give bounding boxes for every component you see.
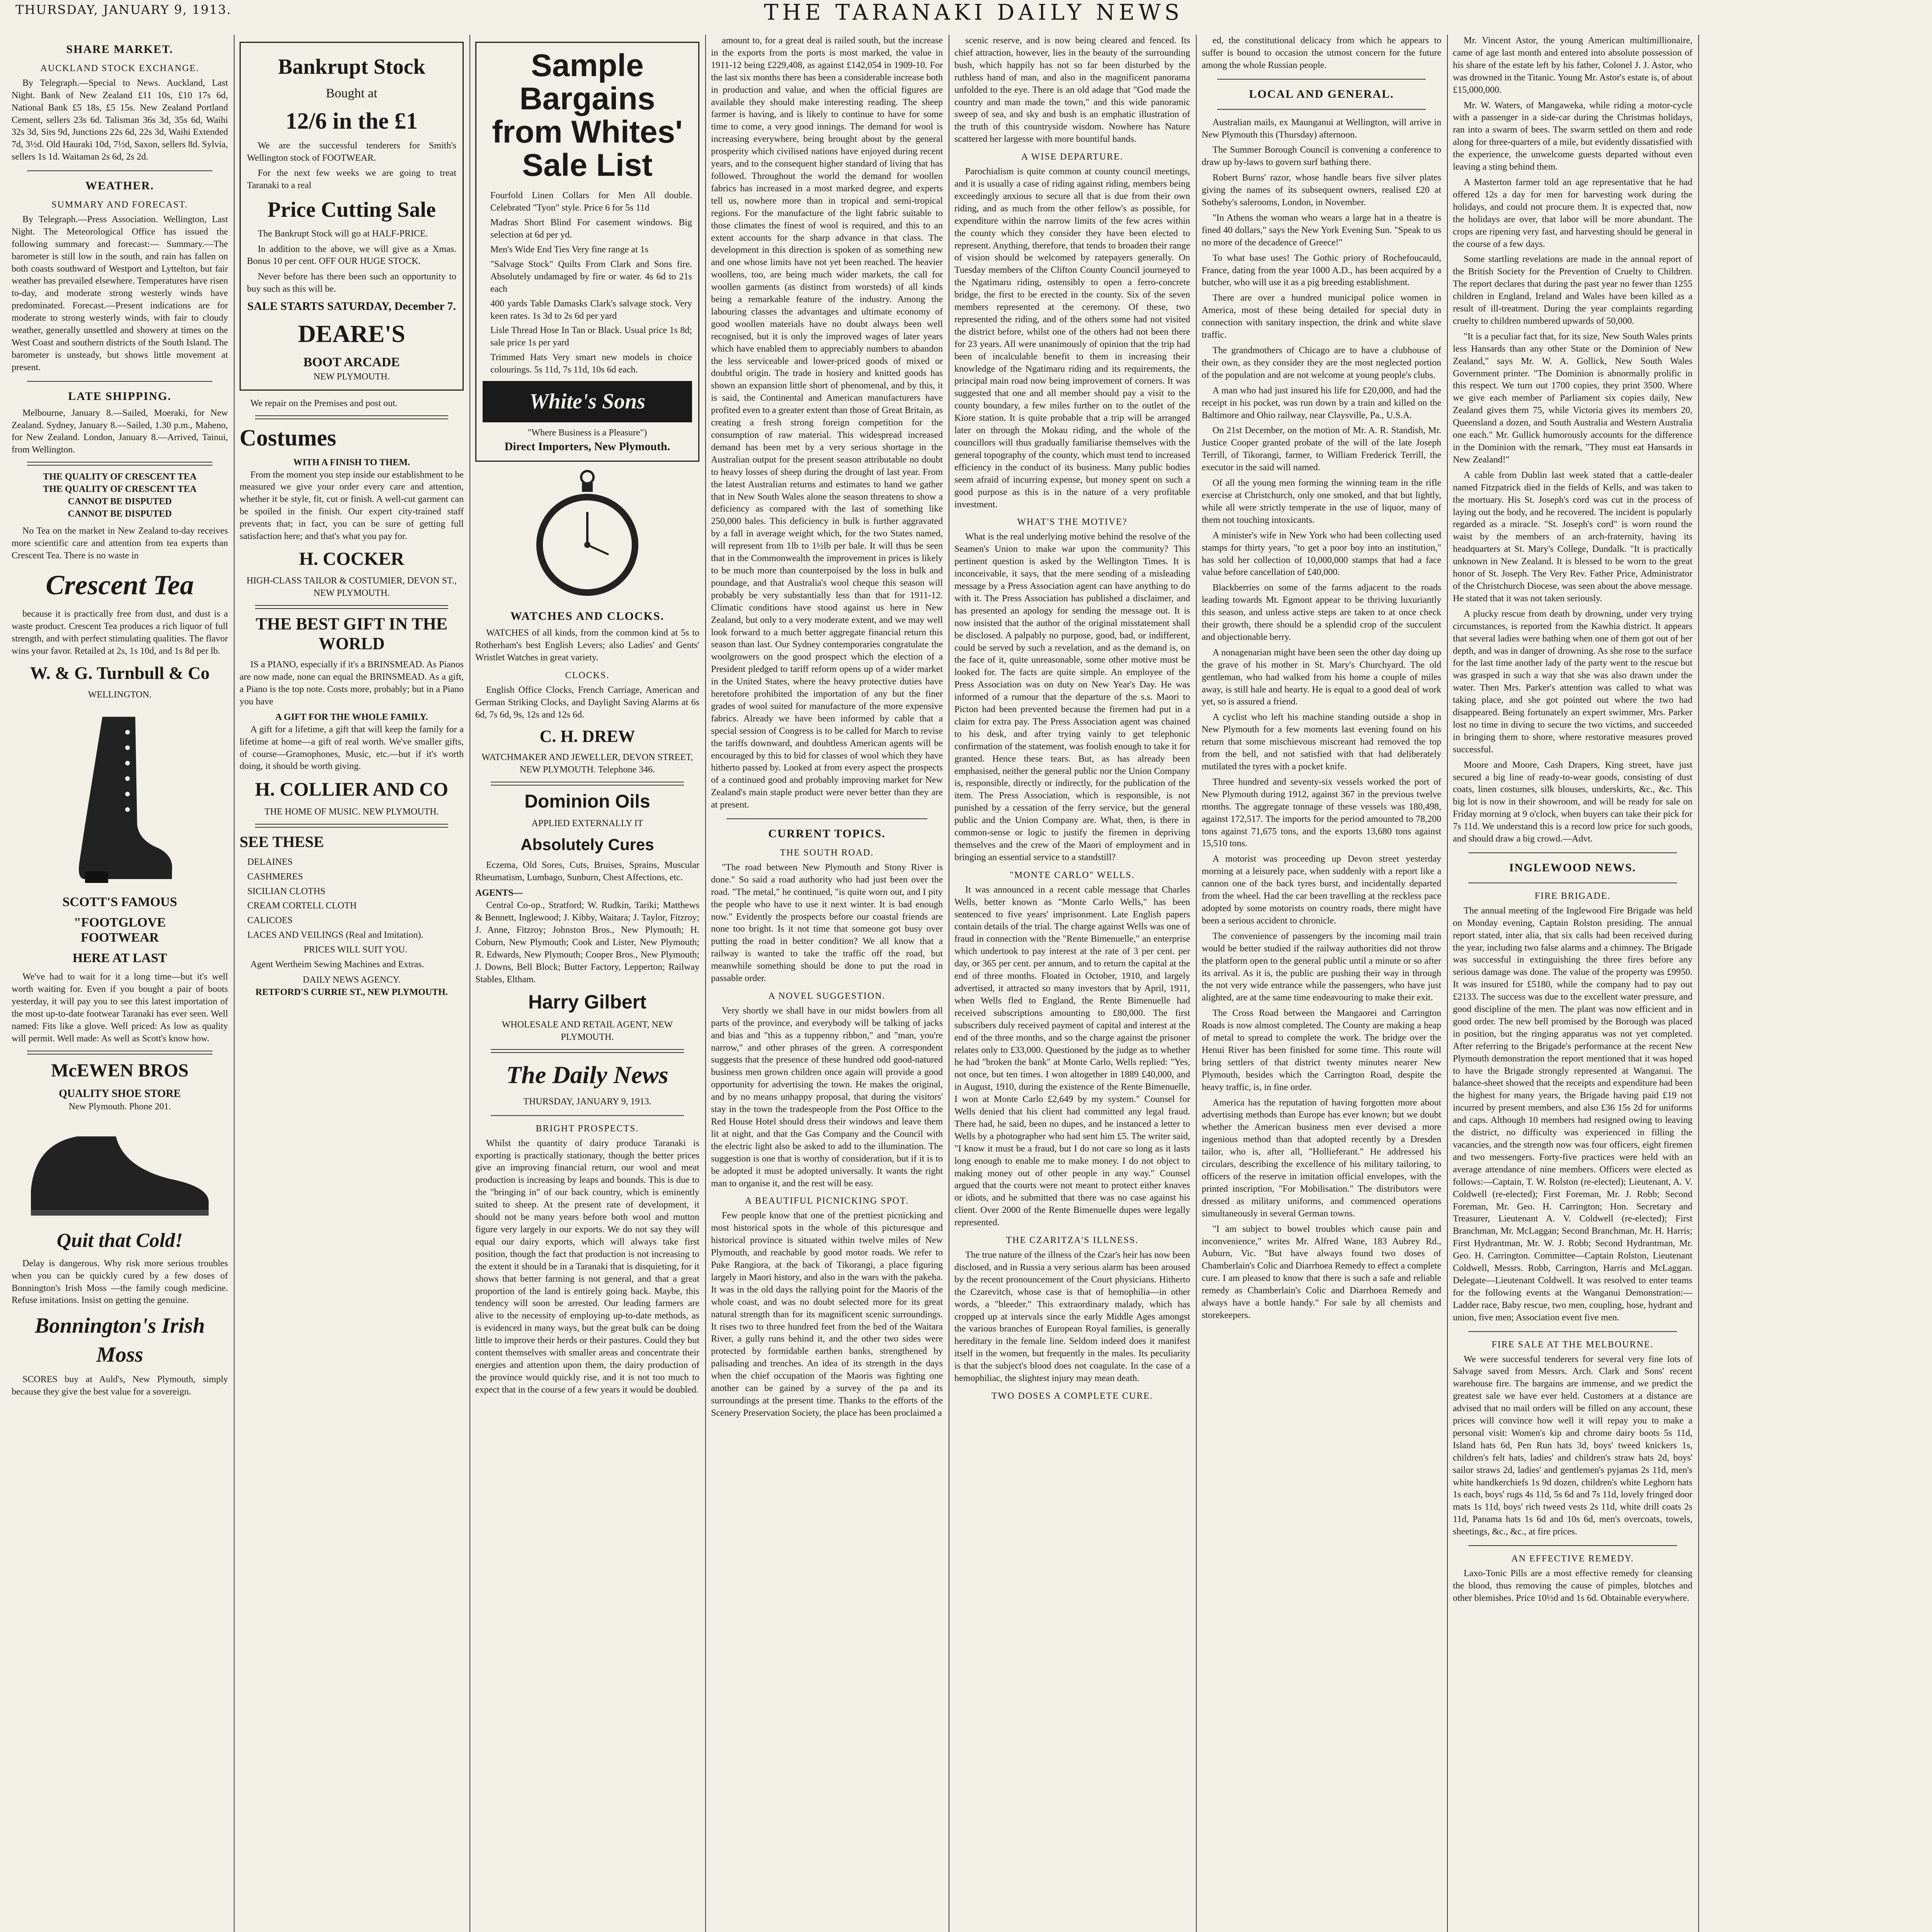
shipping-heading: LATE SHIPPING. (68, 389, 172, 403)
clocks-text: English Office Clocks, French Carriage, American and German Striking Clocks, and Daylight Saving Alarms at 6s 6d, 7s 6d, 9s, 12s and 12s 6d. (475, 685, 699, 720)
picnic-heading: A BEAUTIFUL PICNICKING SPOT. (745, 1196, 909, 1206)
south-road-text: "The road between New Plymouth and Stony River is done." So said a road authority who had just been over the road. "The metal," he continued, "is quite worn out, and I pity the people who have to use it next winter. It is bad enough now." Evidently the prospects before our coastal friends are none too bright. Is it not time that someone got busy over putting the road in better condition? We all know that a railway is wanted to take the traffic off the road, but meanwhile something should be done to put the road in passable order. (711, 862, 943, 984)
local-paragraph: A cyclist who left his machine standing outside a shop in New Plymouth for a few moments last evening found on his return that some mischievous miscreant had removed the top from the bell, and not satisfied with that had deliberately mutilated the tyres with a pocket knife. (1202, 712, 1441, 772)
pocket-watch-icon (533, 469, 641, 601)
crescent-text: No Tea on the market in New Zealand to-day receives more scientific care and attention from tea experts than Crescent Tea. There is no waste in (12, 526, 228, 561)
novel-suggestion-text: Very shortly we shall have in our midst bowlers from all parts of the province, and everybody will be talking of jacks and bias and "this as a tuppenny ribbon," and "man, you're narrow," and other phrases of the green. A correspondent suggests that the presence of these hundred odd good-natured business men grown children once again will provide a good opportunity for advertising the town. He makes the original, and by no means unhappy proposal, that during the visitors' stay in the town the tradespeople from the Post Office to the Red House Hotel should dress their windows and leave them lit at night, and that the Gas Company and the Council with the electric light also be asked to add to the illumination. The suggestion is one that is worthy of consideration, but if it is to be adopted it must be adopted universally. It wants the right man to organise it, and the rest will be easy. (711, 1005, 943, 1189)
cocker-name: H. COCKER (299, 549, 404, 570)
divider (255, 605, 448, 609)
local-paragraph: Moore and Moore, Cash Drapers, King street, have just secured a big line of ready-to-wear goods, consisting of dust coats, linen costumes, silk blouses, underskirts, &c., &c. This big lot is now in their showroom, and will be ready for sale on Friday morning at 9 o'clock, when buyers can take their pick for 7s 11d. We understand this is a record low price for such goods, and should draw a big crowd.—Advt. (1453, 760, 1692, 844)
local-paragraph: "I am subject to bowel troubles which cause pain and inconvenience," writes Mr. Alfred Wane, 183 Aubrey Rd., Auburn, Vic. "But have always found two doses of Chamberlain's Colic and Diarrhoea Remedy to effect a complete cure. I am pleased to know that there is such a safe and reliable remedy as Chamberlain's Colic and Diarrhoea Remedy and always have a bottle handy." For sale by all chemists and storekeepers. (1202, 1224, 1441, 1320)
wise-departure-heading: A WISE DEPARTURE. (1021, 152, 1123, 162)
scott-text: We've had to wait for it a long time—but it's well worth waiting for. Even if you bought a pair of boots yesterday, it will pay you to see this latest importation of the most up-to-date footwear Taranaki has ever seen. Well named: Fits like a glove. Well priced: As low as quality will permit. Well made: As well as Scott's know how. (12, 972, 228, 1044)
retford-name: RETFORD'S CURRIE ST., NEW PLYMOUTH. (255, 987, 448, 997)
column-2 (240, 35, 464, 1932)
weather-subheading: SUMMARY AND FORECAST. (51, 200, 188, 210)
divider (1468, 852, 1677, 853)
quit-cold-heading: Quit that Cold! (56, 1229, 183, 1252)
scott-heading: SCOTT'S FAMOUS (62, 895, 177, 909)
local-paragraph: Robert Burns' razor, whose handle bears five silver plates giving the names of its subsequent owners, realised £20 at Sotheby's salerooms, London, in November. (1202, 173, 1441, 208)
watches-heading: WATCHES AND CLOCKS. (510, 610, 665, 623)
local-paragraph: The convenience of passengers by the incoming mail train would be better studied if the railway authorities did not throw the platform open to the general public until a minute or so after its arrival. As it is, the public are pushing their way in through the not very wide entrance while the passengers, who have just alighted, are at the same time endeavouring to make their exit. (1202, 931, 1441, 1003)
bargain-item: 400 yards Table Damasks Clark's salvage stock. Very keen rates. 1s 3d to 2s 6d per yard (490, 298, 692, 321)
motive-heading: WHAT'S THE MOTIVE? (1017, 517, 1128, 527)
crescent-text-2: because it is practically free from dust, and dust is a waste product. Crescent Tea produces a rich liquor of full strength, and with perfect stimulating qualities. The flavor wins your favor. Retailed at 2s, 1s 10d, and 1s 8d per lb. (12, 609, 228, 656)
divider (491, 1049, 684, 1053)
local-paragraph: Of all the young men forming the winning team in the rifle exercise at Christchurch, only one smoked, and that but lightly, while all were strictly temperate in the use of liquor, many of them not touching intoxicants. (1202, 478, 1441, 525)
price-ratio: 12/6 in the £1 (286, 108, 418, 134)
local-paragraph: The Cross Road between the Mangaorei and Carrington Roads is now almost completed. The County are making a heap of metal to spread to complete the work. The bridge over the Henui River has been finished for some time. This route will bring settlers of that district twenty minutes nearer New Plymouth, besides which the Carrington Road, despite the heavy traffic, is, in fine order. (1202, 1008, 1441, 1092)
picnic-text: Few people know that one of the prettiest picnicking and most historical spots in the whole of this picturesque and historical province is situated within twelve miles of New Plymouth, and reachable by good motor roads. We refer to Puke Rangiora, at the back of Tikorangi, a place figuring largely in Maori history, and also in the wars with the pakeha. It was in the old days the rallying point for the Maoris of the whole coast, and was no doubt selected more for its great natural strength than for its magnificent scenic surroundings. It rises two to three hundred feet from the bed of the Waitara River, a gully runs behind it, and the other two sides were protected by formidable earthen banks, strengthened by palisading and trenches. An idea of its strength in the days when the chief occupation of the Maoris was fighting one another can be gained by a survey of the pa and its surroundings at the present time. Thanks to the efforts of the Scenery Preservation Society, the place has been proclaimed a (711, 1211, 943, 1418)
bankrupt-text-2: For the next few weeks we are going to treat Taranaki to a real (247, 168, 456, 191)
collier-name: H. COLLIER AND CO (255, 778, 449, 800)
monte-carlo-text: It was announced in a recent cable message that Charles Wells, better known as "Monte Carlo Wells," has been sentenced to five years' imprisonment. Late English papers contain details of the trial. The charge against Wells was one of fraud in connection with the "Rente Bimenuelle," an enterprise which undertook to pay interest at the rate of 3 per cent. per day, or 365 per cent. per annum, and to return the capital at the end of three months. Floated in October, 1910, and largely advertised, it attracted so many investors that by April, 1911, when Wells fled to England, the Rente Bimenuelle had received subscriptions amounting to £80,000. The first subscribers duly received payment of capital and interest at the end of the three months, and so the charge against the prisoner relates only to £33,000. Questioned by the judge as to whether he had "broken the bank" at Monte Carlo, Wells replied: "Yes, not once, but ten times. I won altogether in 1889 £40,000, and in August, 1910, during the existence of the Rente Bimenuelle, I won at Monte Carlo £2,649 by my system." Counsel for Wells denied that his client had committed any legal fraud. There had, he said, been no dupes, and he instanced a letter to Wells by a photographer who had sent him £5. The writer said, "I know it must be a fraud, but I do not care so long as it lasts long enough to enable me to make money. I do not object to making money out of other people in any way." Counsel argued that the courts were not meant to protect either knaves or idiots, and he submitted that there was no case against his client. Over 2000 of the Rente Bimenuelle dupes were legally represented. (954, 884, 1190, 1228)
editorial-continued: amount to, for a great deal is railed south, but the increase in the exports from the ports is most marked, the value in 1911-12 being £229,408, as against £142,054 in 1909-10. For the last six months there has been a considerable increase both in production and value, and when the official figures are available they should make interesting reading. The sheep farmer is having, and is likely to continue to have for some time to come, a very good innings. The demand for wool is increasing everywhere, being brought about by the general prosperity which civilised nations have enjoyed during recent years, and to the consequent higher standard of living that has followed. Throughout the world the demand for woollen fabrics has increased in a most marked degree, and experts tell us, nowhere more than in tropical and semi-tropical regions. For the manufacture of the light fabric suitable to those climates the finest of wool is required, and this to an extent accounts for the sharp advance in that class. The development in this direction is spoken of as something new and one whose limits have not yet been reached. The heavier woollens, too, are being much wider markets, the call for woollen garments (as distinct from worsteds) of all kinds being a remarkable feature of the industry. Among the labouring classes the advantages and ultimate economy of good woollen materials have no doubt always been well recognised, but it is only the improved wages of later years which have enabled them to appreciably numbers to abandon the less serviceable and lower-priced goods of mixed or doubtful origin. The trade in hosiery and knitted goods has shown an expansion little short of phenomenal, and by this, it is said, the Continental and American manufacturers have profited even to a greater extent than those of Great Britain, as creating a fresh strong foreign competition for the consumption of raw material. This widespread increased demand has been met by a very serious shortage in the Australian output for the present season attributable no doubt to heavy losses of sheep during the drought of last year. From the latest Australian returns and estimates to hand we gather that in New South Wales alone the season threatens to show a deficiency as compared with the last of something like 250,000 bales. This deficiency in bulk is further aggravated by a fall in average weight which, for the two States named, will represent from 1lb to 1½lb per bale. It will thus be seen that in the Commonwealth the improvement in prices is likely to be much more than counterpoised by the loss in bulk and poundage, and that Australia's wool cheque this season will probably be very substantially less than that for 1911-12. Climatic conditions have stood against us here in New Zealand, but only to a very moderate extent, and we may well look forward to a much better aggregate financial return this season than last. Our Sydney contemporaries congratulate the woolgrowers on the good prospect which the election of a President pledged to tariff reform opens up of a wider market in the United States, where the heavy protective duties have heretofore prohibited the importation of any but the finer grades of wool suited for manufacture of the more expensive fabrics. Already we have been informed by cable that a special session of Congress is to be called for March to revise the tariffs downward, and doubtless American agents will be encouraged by this to bid for classes of wool which they have hitherto passed by. Looked at from every aspect the prospects of a continued good and probably improving market for New Zealand's main staple product were never better than they are at present. (711, 36, 943, 810)
bargain-item: Trimmed Hats Very smart new models in choice colourings. 5s 11d, 7s 11d, 10s 6d each. (490, 352, 692, 375)
cures-heading: Absolutely Cures (520, 835, 654, 854)
fire-sale-heading: FIRE SALE AT THE MELBOURNE. (1492, 1339, 1654, 1350)
divider (1468, 1545, 1677, 1546)
bankrupt-text-4: In addition to the above, we will give as a Xmas. Bonus 10 per cent. OFF OUR HUGE STOCK. (247, 244, 456, 267)
picnic-continued: scenic reserve, and is now being cleared and fenced. Its chief attraction, however, lies in the beauty of the surrounding bush, which happily has not so far been disturbed by the ruthless hand of man, and also in the magnificent panorama unfolded to the eye. There is an old adage that "God made the country and man made the town," and this wide panoramic sweep of sea, and sky and bush is an emphatic illustration of the truth of this countryside wisdom. Nowhere has Nature scattered her largesse with more bountiful hands. (954, 36, 1190, 145)
share-market-text: By Telegraph.—Special to News. Auckland, Last Night. Bank of New Zealand £11 10s, £10 17s 6d, National Bank £5 18s, £5 15s. New Zealand Portland Cement, sellers 23s 6d. Talisman 36s 3d, 35s 6d, Waihi 32s 3d, Sirs 9d, Junctions 22s 6d, 22s 3d, Waihi Extended 7d, 3½d. Old Hauraki 10d, 7½d, Saxon, sellers 8d. Sylvia, sellers 1s 1d. Waitaman 2s 6d, 2s 2d. (12, 78, 228, 162)
dominion-oils-heading: Dominion Oils (524, 791, 650, 812)
column-rule (1196, 35, 1197, 1932)
drew-subheading: WATCHMAKER AND JEWELLER, DEVON STREET, NEW PLYMOUTH. Telephone 346. (481, 752, 693, 775)
divider (27, 381, 213, 382)
local-paragraph: A Masterton farmer told an age representative that he had offered 12s a day for men for harvesting work during the holidays, and could not procure them. It is expected that, now the holidays are over, that labor will be more abundant. The crops are ripening very fast, and harvesting should be general in the course of a few days. (1453, 177, 1692, 249)
column-rule (705, 35, 706, 1932)
agents-heading: AGENTS— (475, 888, 523, 898)
drew-name: C. H. DREW (539, 726, 635, 746)
column-5 (954, 35, 1190, 1932)
scott-subheading: FOOTWEAR (80, 930, 159, 945)
costumes-subheading: WITH A FINISH TO THEM. (293, 457, 410, 468)
boot-icon (62, 709, 178, 887)
divider (27, 170, 213, 171)
mcewen-name: McEWEN BROS (51, 1060, 189, 1081)
bankrupt-text-1: We are the successful tenderers for Smith's Wellington stock of FOOTWEAR. (247, 140, 456, 163)
turnbull-city: WELLINGTON. (88, 689, 152, 700)
inglewood-heading: INGLEWOOD NEWS. (1509, 861, 1636, 874)
sample-bargains-heading: Sample Bargains from Whites' Sale List (492, 48, 683, 183)
two-doses-heading: TWO DOSES A COMPLETE CURE. (991, 1391, 1153, 1401)
local-paragraph: Blackberries on some of the farms adjacent to the roads leading towards Mt. Egmont appear to be thriving luxuriantly this season, and unless active steps are taken to at once check their growth, there should be a splendid crop of the succulent and objectionable berry. (1202, 583, 1441, 642)
column-6 (1202, 35, 1441, 1932)
divider (27, 1051, 213, 1054)
divider (726, 818, 927, 819)
gift-text: IS a PIANO, especially if it's a BRINSMEAD. As Pianos are now made, none can equal the BRINSMEAD. As a gift, a Piano is the top note. Costs more, probably; but in a Piano you have (240, 660, 464, 707)
local-paragraph: A plucky rescue from death by drowning, under very trying circumstances, is reported from the Kawhia district. It appears that several ladies were bathing when one of them got out of her depth, and was in danger of drowning. As she rose to the surface for the last time another lady of the party went to the rescue but was grasped in such a way that she was also drawn under the water. Then Mrs. Parker's attention was called to what was taking place, and she got pointed out where the two had disappeared. Being fortunately an expert swimmer, Mrs. Parker lost no time in diving to secure the two victims, and succeeded in bringing them to shore, where restorative measures proved successful. (1453, 609, 1692, 755)
mcewen-location: New Plymouth. Phone 201. (68, 1101, 171, 1112)
goods-item: PRICES WILL SUIT YOU. (303, 945, 407, 955)
divider (491, 782, 684, 786)
daily-news-title: The Daily News (506, 1061, 668, 1088)
editorial-date: THURSDAY, JANUARY 9, 1913. (523, 1096, 651, 1107)
fire-brigade-heading: FIRE BRIGADE. (1534, 891, 1611, 901)
watches-text: WATCHES of all kinds, from the common kind at 5s to Rotherham's best English Levers; also Ladies' and Gents' Wristlet Watches in great variety. (475, 628, 699, 663)
local-paragraph: To what base uses! The Gothic priory of Rochefoucauld, France, dating from the year 1000 A.D., has been acquired by a butcher, who will use it as a pig breeding establishment. (1202, 253, 1441, 288)
bankrupt-text-3: The Bankrupt Stock will go at HALF-PRICE. (258, 228, 428, 239)
fire-brigade-text: The annual meeting of the Inglewood Fire Brigade was held on Monday evening, Captain Rolston presiding. The annual report stated, inter alia, that six calls had been received during the year, including two false alarms and a chimney. The Brigade was successful in extinguishing the three fires before any serious damage was done. The value of the property was £9950. It was insured for £5180, while the company had to pay out £2133. The success was due to the excellent water pressure, and good discipline of the men. The plant was now efficient and in good order. The new bell promised by the Borough was placed in position, but the ringing apparatus was not yet completed. After referring to the Brigade's performance at the recent New Plymouth demonstration the report mentioned that it was hoped to have the Brigade strongly represented at Wanganui. The balance-sheet showed that the receipts and expenditure had been the highest for many years, the Brigade having paid £19 not incurred by present members, and also £36 15s 2d for uniforms and caps. Although 10 members had resigned owing to leaving the district, no difficulty was experienced in filling the vacancies, and the strength now was four officers, eight firemen and two messengers. Forty-five practices were held with an average attendance of nine members. Officers were elected as follows:—Captain, T. W. Rolston (re-elected); Lieutenant, A. V. Coldwell (re-elected); First Foreman, Mr. J. Robb; Second Foreman, Mr. Geo. H. Carrington; Hon. Secretary and Treasurer, Lieutenant A. V. Coldwell (re-elected); First Branchman, Mr. McLaggan; Second Branchman, Mr. H. Harris; First Hydrantman, Mr. W. J. Robb; Second Hydrantman, Mr. Geo. H. Carrington. Committee—Captain Rolston, Lieutenant Coldwell, Messrs. Robb, Carrington, Harris and McLaggan. Delegate—Lieutenant Coldwell. It was resolved to enter teams for the following events at the Wanganui Demonstration:—Ladder race, Baby rescue, two men, coupling, hose, hydrant and union, five men; Association event five men. (1453, 905, 1692, 1323)
bankrupt-stock-ad (240, 42, 464, 391)
local-paragraph: A cable from Dublin last week stated that a cattle-dealer named Fitzpatrick died in the fields of Kells, and was taken to the mortuary. His St. Joseph's cord was cut in the process of laying out the body, and he recovered. The incident is popularly regarded as a miracle. "St. Joseph's cord" is worn round the waist by the members of an arch-fraternity, having its headquarters at St. Mary's College, Dundalk. "It is practically unknown in New Zealand. It is blessed to be worn to the great honor of St. Joseph. The Very Rev. Father Price, Administrator of the Christchurch Diocese, was seen about the above message. He stated that it was not taken seriously. (1453, 470, 1692, 604)
czaritza-text: The true nature of the illness of the Czar's heir has now been disclosed, and in Russia a very serious alarm has been aroused by the recent pronouncement of the Court physicians. Hitherto the Czarevitch, whose case is that of hemophilia—in other words, a "bleeder." This extraordinary malady, which has cropped up at intervals since the early Middle Ages amongst the various branches of European Royal families, is generally hereditary in the female line. Seldom indeed does it manifest itself in the women, but frequently in the males. Its peculiarity is that the subject's blood does not coagulate. In the case of a hemophiliac, the slightest injury may mean death. (954, 1250, 1190, 1384)
czaritza-continued: ed, the constitutional delicacy from which he appears to suffer is bound to occasion the utmost concern for the future among the whole Russian people. (1202, 36, 1441, 70)
cocker-subheading: HIGH-CLASS TAILOR & COSTUMIER, DEVON ST., NEW PLYMOUTH. (247, 576, 457, 599)
bonnington-logo: Bonnington's Irish Moss (34, 1314, 205, 1367)
goods-item: SICILIAN CLOTHS (247, 886, 325, 896)
gift-text-2: A gift for a lifetime, a gift that will keep the family for a lifetime at home—a gift of real worth. We've smaller gifts, of course—Gramophones, Music, etc.—but if it's worth doing, it should be worth giving. (240, 724, 464, 772)
bankrupt-heading: Bankrupt Stock (278, 55, 425, 79)
remedy-text: Laxo-Tonic Pills are a most effective remedy for cleansing the blood, thus removing the cause of pimples, blotches and other blemishes. Price 10½d and 1s 6d. Obtainable everywhere. (1453, 1568, 1692, 1603)
local-general-heading: LOCAL AND GENERAL. (1249, 87, 1394, 100)
column-rule (1447, 35, 1448, 1932)
divider (27, 462, 213, 466)
wise-departure-text: Parochialism is quite common at county council meetings, and it is usually a case of riding against riding, members being exceedingly anxious to secure all that is due from their own riding, and as much from the other fellow's as possible, for expenditure within the narrow limits of the few acres within the county which they consider they have been elected to represent. Anything, therefore, that tends to broaden their range of vision should be welcomed by ratepayers generally. On Tuesday members of the Clifton County Council journeyed to the Ngatimaru riding, ostensibly to open a ferro-concrete bridge, the first to be erected in the county. Six of the seven members represented at the ceremony. Of these, two represented the riding, and of the others some had not visited the district before, whilst one of the others had not been there for 23 years. All were unanimously of opinion that the trip had been of incalculable benefit to them in increasing their knowledge of the Ngatimaru riding and its requirements, the principal main road now being improvement of corners. It was suggested that one and all member should pay a visit to the county boundary, a few miles further on to the outlet of the Kiore station. It is quite probable that a trip will be arranged later on through the Mokau riding, and the whole of the councillors will thus gradually familiarise themselves with the general topography of the county, which must tend to increased efficiency in the conduct of its business. Many public bodies seem afraid of incurring expense, but money spent on such a good purpose as this is in the nature of a very profitable investment. (954, 167, 1190, 510)
column-7 (1453, 35, 1692, 1932)
remedy-heading: AN EFFECTIVE REMEDY. (1511, 1554, 1634, 1564)
divider (255, 824, 448, 828)
local-paragraph: Australian mails, ex Maunganui at Wellington, will arrive in New Plymouth this (Thursday) afternoon. (1202, 117, 1441, 140)
local-paragraph: There are over a hundred municipal police women in America, most of these being detailed for special duty in connection with sanitary inspection, the drink and white slave traffic. (1202, 293, 1441, 340)
whites-motto: "Where Business is a Pleasure") (527, 427, 647, 438)
column-4 (711, 35, 943, 1932)
local-paragraph: On 21st December, on the motion of Mr. A. R. Standish, Mr. Justice Cooper granted probate of the will of the late Joseph Terrill, of Tikorangi, farmer, to William Frederick Terrill, the executor in the said will named. (1202, 425, 1441, 473)
agency-name: DAILY NEWS AGENCY. (303, 975, 401, 985)
local-paragraph: A minister's wife in New York who had been collecting used stamps for thirty years, "to get a poor boy into an institution," has sold her collection of 10,000,000 stamps that had a face value before cancellation of £40,000. (1202, 530, 1441, 578)
local-paragraph: The Summer Borough Council is convening a conference to draw up by-laws to govern surf bathing there. (1202, 145, 1441, 168)
cures-list: Eczema, Old Sores, Cuts, Bruises, Sprains, Muscular Rheumatism, Lumbago, Sunburn, Chest Affections, etc. (475, 860, 699, 883)
goods-item: LACES AND VEILINGS (Real and Imitation). (247, 930, 423, 940)
bargain-item: Men's Wide End Ties Very fine range at 1s (490, 245, 649, 255)
masthead-title: THE TARANAKI DAILY NEWS (764, 0, 1184, 25)
column-rule (1698, 35, 1699, 1932)
bright-prospects-heading: BRIGHT PROSPECTS. (536, 1123, 639, 1134)
local-paragraph: Mr. Vincent Astor, the young American multimillionaire, came of age last month and entered into absolute possession of his share of the estate left by his father, Colonel J. J. Astor, who was drowned in the Titanic. Young Mr. Astor's estate is, of about £15,000,000. (1453, 36, 1692, 95)
collier-subheading: THE HOME OF MUSIC. NEW PLYMOUTH. (264, 806, 439, 817)
column-rule (469, 35, 470, 1932)
gilbert-subheading: WHOLESALE AND RETAIL AGENT, NEW PLYMOUTH. (502, 1019, 673, 1042)
goods-item: DELAINES (247, 857, 293, 867)
local-paragraph: A man who had just insured his life for £20,000, and had the receipt in his pocket, was run down by a train and killed on the Baltimore and Ohio railway, near Claysville, Pa., U.S.A. (1202, 385, 1441, 420)
bankrupt-text-5: Never before has there been such an opportunity to buy such as this will be. (247, 272, 456, 294)
local-paragraph: Three hundred and seventy-six vessels worked the port of New Plymouth during 1912, against 367 in the previous twelve months. The aggregate tonnage of these vessels was 180,498, against 172,517. The imports for the period amounted to 78,200 tons against 71,675 tons, and the exports 13,680 tons against 15,510 tons. (1202, 777, 1441, 849)
south-road-heading: THE SOUTH ROAD. (780, 847, 874, 858)
price-cutting-heading: Price Cutting Sale (267, 198, 436, 222)
applied-text: APPLIED EXTERNALLY IT (531, 818, 643, 829)
deare-name: DEARE'S (298, 320, 405, 348)
bright-prospects-text: Whilst the quantity of dairy produce Taranaki is exporting is practically stationary, though the better prices give an improving financial return, our wool and meat production is increasing by leaps and bounds. This is due to the "bringing in" of our back country, which is eminently suited to sheep. At the present rate of development, it should not be many years before both wool and mutton figure very largely in our exports. We do not say they will equal our dairy exports, which will always take first position, though the fact that production is not increasing to the extent it should be in a Taranaki that is disquieting, for it shows that better farming is not general, and that a great proportion of the land is entirely going back. Maybe, this tendency will soon be arrested. Our leading farmers are alive to the necessity of employing up-to-date methods, as is evidenced in many ways, but the great bulk can be doing little to improve their herds or their pastures. Could they but content themselves with smaller areas and concentrate their energies and attention upon them, the dairy production of the province would quickly rise, and it is not too much to expect that in the course of a few years it would be doubled. (475, 1138, 699, 1395)
local-paragraph: Some startling revelations are made in the annual report of the British Society for the Prevention of Cruelty to Children. The report declares that during the past year no fewer than 1255 children in England, Ireland and Wales have been killed as a result of ill-treatment. During the year complaints regarding cruelty to children numbered upwards of 50,000. (1453, 254, 1692, 326)
divider (1217, 109, 1426, 110)
agent-text: Agent Wertheim Sewing Machines and Extras. (250, 959, 424, 970)
sale-starts: SALE STARTS SATURDAY, December 7. (247, 300, 456, 313)
whites-logo: White's Sons (483, 381, 692, 422)
goods-item: CASHMERES (247, 871, 303, 882)
current-topics-heading: CURRENT TOPICS. (768, 827, 886, 840)
divider (491, 1115, 684, 1116)
share-market-heading: SHARE MARKET. (66, 43, 173, 56)
turnbull-name: W. & G. Turnbull & Co (30, 663, 210, 683)
bargain-item: Fourfold Linen Collars for Men All double. Celebrated "Tyon" style. Price 6 for 5s 11d (490, 190, 692, 213)
local-paragraph: Mr. W. Waters, of Mangaweka, while riding a motor-cycle with a passenger in a side-car during the Christmas holidays, ran into a swarm of bees. The swarm settled on them and rode along for three-quarters of a mile, but evidently dissatisfied with the experience, the unwelcome guests departed without even leaving a sting behind them. (1453, 100, 1692, 172)
bargain-item: "Salvage Stock" Quilts From Clark and Sons fire. Absolutely undamaged by fire or water. 4s 6d to 21s each (490, 259, 692, 294)
local-paragraph: The grandmothers of Chicago are to have a clubhouse of their own, as they consider they are the most neglected portion of the population and are not welcome at young people's clubs. (1202, 345, 1441, 380)
shipping-text: Melbourne, January 8.—Sailed, Moeraki, for New Zealand. Sydney, January 8.—Sailed, 1.30 p.m., Maheno, for New Zealand. London, January 8.—Arrived, Tainui, from Wellington. (12, 408, 228, 455)
column-3 (475, 35, 699, 1932)
arcade-location: NEW PLYMOUTH. (313, 371, 390, 382)
masthead (0, 0, 1932, 27)
costumes-heading: Costumes (240, 425, 336, 451)
column-rule (234, 35, 235, 1932)
crescent-line: THE QUALITY OF CRESCENT TEA (43, 472, 197, 482)
gift-heading: THE BEST GIFT IN THE WORLD (255, 614, 448, 653)
costumes-text: From the moment you step inside our establishment to be measured we give your order every care and attention, whether it be style, fit, cut or finish. A well-cut garment can be spoiled in the finish. Our expert city-trained staff prevents that; in fact, you can be sure of getting full satisfaction here; and that's what you pay for. (240, 469, 464, 542)
scott-subheading: HERE AT LAST (72, 951, 167, 966)
auld-footer: SCORES buy at Auld's, New Plymouth, simply because they give the best value for a sovereign. (12, 1374, 228, 1397)
goods-item: CREAM CORTELL CLOTH (247, 901, 357, 911)
whites-subheading: Direct Importers, New Plymouth. (504, 440, 670, 453)
boot-arcade: BOOT ARCADE (303, 355, 400, 369)
mcewen-subheading: QUALITY SHOE STORE (59, 1087, 181, 1100)
local-paragraph: A motorist was proceeding up Devon street yesterday morning at a leisurely pace, when suddenly with a report like a cannon one of the back tyres burst, and incidentally departed from the wheel. Had the car been travelling at the reckless pace adopted by some motorists on country roads, there might have been a serious accident to chronicle. (1202, 854, 1441, 926)
gilbert-name: Harry Gilbert (528, 991, 646, 1013)
clocks-heading: CLOCKS. (565, 670, 610, 680)
agents-list: Central Co-op., Stratford; W. Rudkin, Tariki; Matthews & Bennett, Inglewood; J. Kibby, Waitara; J. Taylor, Fitzroy; J. Anne, Fitzroy; Johnston Bros., New Plymouth; H. Coburn, New Plymouth; Cook and Lister, New Plymouth; R. Edwards, New Plymouth; Cooper Bros., New Plymouth; J. Downs, Bell Block; Butter Factory, Lepperton; Railway Stables, Eltham. (475, 900, 699, 985)
crescent-line: THE QUALITY OF CRESCENT TEA (43, 484, 197, 495)
fire-sale-text: We were successful tenderers for several very fine lots of Salvage saved from Messrs. Arch. Clark and Sons' recent warehouse fire. The bargains are immense, and we predict the greatest sale we have ever held. Customers at a distance are advised that no mail orders will be filled on any account, these prices will convince how well it will repay you to make a personal visit: Women's kip and chrome dairy boots 5s 11d, Island hats 6d, Pen Run hats 3d, boys' tweed knickers 1s, children's felt hats, ladies' and children's straw hats 2d, boys' sailor straws 2d, ladies' and gentlemen's pyjamas 2s 11d, men's white handkerchiefs 1s 9d dozen, children's white Leghorn hats 1s each, boys' rugs 4s 11d, 5s 6d and 7s 11d, lovely fringed door mats 1s 11d, boys' rich tweed vests 2s 11d, white drill coats 2s 11d, Panama hats 1s 6d and 10s 6d, men's overcoats, towels, sheetings, &c., &c., at fire prices. (1453, 1354, 1692, 1537)
masthead-date: THURSDAY, JANUARY 9, 1913. (15, 2, 231, 17)
crescent-line: CANNOT BE DISPUTED (68, 509, 172, 519)
column-1 (12, 35, 228, 1932)
shoe-icon (23, 1121, 216, 1221)
local-paragraph: "It is a peculiar fact that, for its size, New South Wales prints less Hansards than any other State or the Dominion of New Zealand," says Mr. W. A. Gollick, New South Wales Government printer. "The Dominion is abnormally prolific in this respect. We turn out 1700 copies, they print 3500. Where we give each member of Parliament six copies daily, New Zealand gives them 75, while Victoria gives its members 20, Queensland a dozen, and South Australia and Western Australia one each." Mr. Gullick humorously accounts for the difference in the Dominion with the remark, "They must eat Hansards in New Zealand!" (1453, 331, 1692, 465)
divider (1217, 79, 1426, 80)
crescent-line: CANNOT BE DISPUTED (68, 497, 172, 507)
novel-suggestion-heading: A NOVEL SUGGESTION. (768, 991, 886, 1001)
quit-cold-text: Delay is dangerous. Why risk more serious troubles when you can be quickly cured by a few doses of Bonnington's Irish Moss —the family cough medicine. Refuse imitations. Insist on getting the genuine. (12, 1258, 228, 1306)
local-paragraph: A nonagenarian might have been seen the other day doing up the grave of his mother in St. Mary's Churchyard. The old gentleman, who had walked from his home a couple of miles away, is still hale and hearty. He is equal to a good deal of work yet, so is assured a friend. (1202, 647, 1441, 707)
bargain-item: Lisle Thread Hose In Tan or Black. Usual price 1s 8d; sale price 1s per yard (490, 325, 692, 348)
see-these: SEE THESE (240, 833, 324, 850)
monte-carlo-heading: "MONTE CARLO" WELLS. (1010, 870, 1135, 880)
divider (255, 415, 448, 419)
gift-family: A GIFT FOR THE WHOLE FAMILY. (275, 712, 428, 722)
weather-text: By Telegraph.—Press Association. Wellington, Last Night. The Meteorological Office has issued the following summary and forecast:— Summary.—The barometer is still low in the south, and rain has fallen on both coasts southward of Westport and Lyttelton, but fair weather has prevailed elsewhere. Temperatures have risen to-day, and moderate strong westerly winds have predominated. Forecast.—Present indications are for moderate to strong westerly winds, with fair to cloudy weather, generally unsettled and showery at times on the West Coast and southern districts of the South Island. The barometer is unsteady, but shows little movement at present. (12, 214, 228, 372)
share-market-subheading: AUCKLAND STOCK EXCHANGE. (40, 63, 199, 73)
bargain-item: Madras Short Blind For casement windows. Big selection at 6d per yd. (490, 218, 692, 240)
weather-heading: WEATHER. (85, 179, 154, 192)
bought-at: Bought at (326, 86, 378, 101)
czaritza-heading: THE CZARITZA'S ILLNESS. (1006, 1235, 1139, 1246)
motive-text: What is the real underlying motive behind the resolve of the Seamen's Union to make war upon the community? This pertinent question is asked by the Wellington Times. It is inconceivable, it says, that the mere sending of a misleading message by a Press Association agent can have anything to do with it. The Press Association has published a disclaimer, and has presented an apology for sending the message out. It is now insisted that the author of the original misstatement shall be disclosed. A palpably no purpose, good, bad, or indifferent, could be served by such a revelation, and as the demand is, on the face of it, quite unreasonable, some other motive must be looked for. The facts are quite simple. An employee of the Press Association was on duty on New Year's Day. He was informed of a rumour that the departure of the s.s. Maori to Picton had been prevented because the firemen had put in a claim for extra pay. The Press Association agent was chained to his desk, and after trying vainly to get telephonic confirmation of the statement, was foolish enough to take it for granted. Hence these tears. But, as has already been emphasised, neither the general public nor the Union Company is, responsible, directly or indirectly, for the publication of the item. The Press Association, which is responsible, is not punished by a cessation of the ferry service, but the general public and the Union Company are. What, then, is there in common-sense or logic to justify the firemen in depriving themselves and the crew of the Maori of employment and in bringing an essential service to a standstill? (954, 532, 1190, 862)
goods-item: CALICOES (247, 915, 293, 926)
scott-subheading: "FOOTGLOVE (73, 915, 166, 930)
crescent-tea-logo: Crescent Tea (46, 569, 194, 600)
repair-notice: We repair on the Premises and post out. (250, 398, 398, 408)
local-paragraph: America has the reputation of having forgotten more about advertising methods than Europe has ever known; but we doubt whether the American business men ever devised a more ingenious method than that adopted recently by a Dresden tailor, who is, after all, "Hollieferant." He addressed his circulars, describing the excellence of his military tailoring, to officers of the reserve in imitation official envelopes, with the printed inscription, "For Mobilisation." The distributors were dressed as military uniforms, and commenced operations simultaneously in several German towns. (1202, 1097, 1441, 1219)
local-paragraph: "In Athens the woman who wears a large hat in a theatre is fined 40 dollars," says the New York Evening Sun. "Speak to us no more of the decadence of Greece!" (1202, 213, 1441, 248)
divider (1468, 1331, 1677, 1332)
whites-sale-ad (475, 42, 699, 462)
